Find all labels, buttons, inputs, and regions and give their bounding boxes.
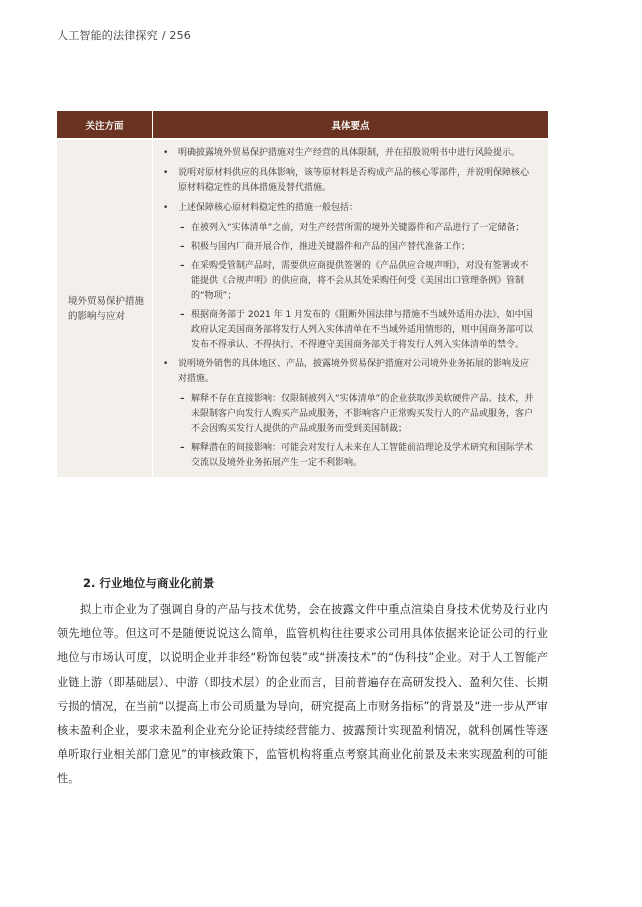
concerns-table xyxy=(57,111,548,477)
points-cell xyxy=(153,139,549,477)
running-header xyxy=(57,27,191,43)
column-header-points: 具体要点 xyxy=(153,111,549,139)
sub-list-item: – 在采购受管制产品时，需要供应商提供签署的《产品供应合规声明》，对没有签署或不能提供《合规声明》的供应商，将不会从其处采购任何受《美国出口管理条例》管制的“物项”； xyxy=(180,259,534,304)
list-item: • 说明境外销售的具体地区、产品，披露境外贸易保护措施对公司境外业务拓展的影响及应对措施。 xyxy=(161,357,534,387)
section-heading: 2. 行业地位与商业化前景 xyxy=(83,576,215,590)
body-paragraph: 拟上市企业为了强调自身的产品与技术优势，会在披露文件中重点渲染自身技术优势及行业内领先地位等。但这可不是随便说说这么简单，监管机构往往要求公司用具体依据来论证公司的行业地位与市场认可度，以说明企业并非经“粉饰包装”或“拼凑技术”的“伪科技”企业。对于人工智能产业链上游（即基础层）、中游（即技术层）的企业而言，目前普遍存在高研发投入、盈利欠佳、长期亏损的情况，在当前“以提高上市公司质量为导向，研究提高上市财务指标”的背景及“进一步从严审核未盈利企业，要求未盈利企业充分论证持续经营能力、披露预计实现盈利情况，就科创属性等逐单听取行业相关部门意见”的审核政策下，监管机构将重点考察其商业化前景及未来实现盈利的可能性。 xyxy=(57,603,548,786)
list-item: • 说明对原材料供应的具体影响，该等原材料是否构成产品的核心零部件，并说明保障核心原材料稳定性的具体措施及替代措施。 xyxy=(161,166,534,196)
sub-list-item: – 解释潜在的间接影响：可能会对发行人未来在人工智能前沿理论及学术研究和国际学术交流以及境外业务拓展产生一定不利影响。 xyxy=(180,441,534,471)
list-item: • 上述保障核心原材料稳定性的措施一般包括： xyxy=(161,201,534,216)
list-item: • 明确披露境外贸易保护措施对生产经营的具体限制，并在招股说明书中进行风险提示。 xyxy=(161,146,534,161)
aspect-cell: 境外贸易保护措施的影响与应对 xyxy=(57,139,153,477)
book-title: 人工智能的法律探究 xyxy=(57,29,158,42)
sub-list-item: – 解释不存在直接影响：仅限制被列入“实体清单”的企业获取涉美软硬件产品、技术，并未限制客户向发行人购买产品或服务，不影响客户正常购买发行人的产品或服务，客户不会因购买发行人提供的产品或服务而受到美国制裁； xyxy=(180,392,534,437)
sub-list-item: – 积极与国内厂商开展合作，推进关键器件和产品的国产替代准备工作； xyxy=(180,240,534,255)
sub-list-item: – 在被列入“实体清单”之前，对生产经营所需的境外关键器件和产品进行了一定储备； xyxy=(180,221,534,236)
table-row xyxy=(57,139,548,477)
sub-list-item: – 根据商务部于 2021 年 1 月发布的《阻断外国法律与措施不当域外适用办法》，如中国政府认定美国商务部将发行人列入实体清单在不当域外适用情形的，则中国商务部可以发布不得承认、不得执行、不得遵守美国商务部关于将发行人列入实体清单的禁令。 xyxy=(180,308,534,353)
table-header-row xyxy=(57,111,548,139)
page-number: / 256 xyxy=(161,29,192,42)
column-header-aspect: 关注方面 xyxy=(57,111,153,139)
